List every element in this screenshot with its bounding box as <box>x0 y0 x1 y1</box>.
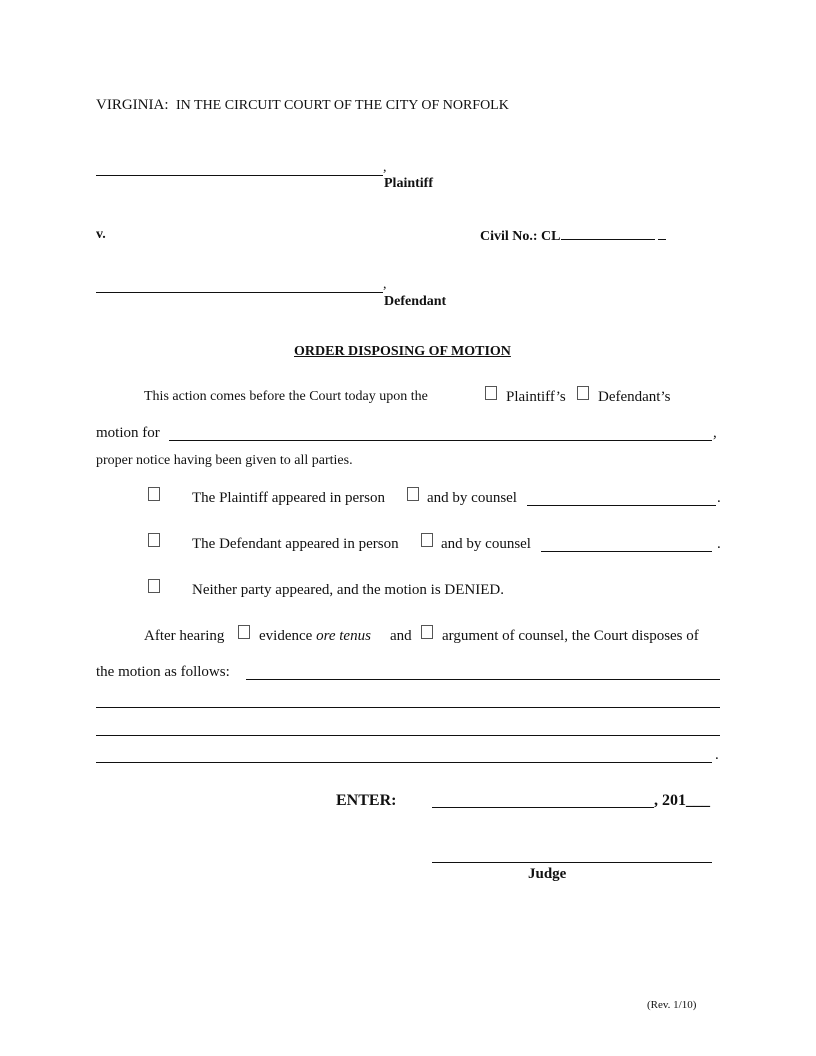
defendant-counsel-text: and by counsel <box>441 536 531 552</box>
date-line[interactable] <box>432 807 654 808</box>
court-header <box>96 97 509 114</box>
disposition-period: . <box>715 747 719 763</box>
revision-label: (Rev. 1/10) <box>647 999 697 1011</box>
civil-no-field[interactable] <box>561 227 655 240</box>
plaintiff-label: Plaintiff <box>384 176 433 191</box>
enter-label: ENTER: <box>336 792 397 809</box>
evidence-label: evidence <box>259 628 313 644</box>
evidence-checkbox[interactable] <box>238 625 250 639</box>
defendant-counsel-line[interactable] <box>541 551 712 552</box>
defendant-appeared-text: The Defendant appeared in person <box>192 536 399 552</box>
disposition-line-1[interactable] <box>246 679 720 680</box>
disposition-line-2[interactable] <box>96 707 720 708</box>
plaintiffs-label: Plaintiff’s <box>506 389 566 405</box>
civil-no-label: Civil No.: CL <box>480 229 561 244</box>
plaintiff-comma: , <box>383 160 387 175</box>
civil-no <box>480 227 666 245</box>
notice-text: proper notice having been given to all parties. <box>96 453 353 468</box>
judge-label: Judge <box>528 866 567 882</box>
plaintiff-appeared-text: The Plaintiff appeared in person <box>192 490 385 506</box>
plaintiffs-motion-checkbox[interactable] <box>485 386 497 400</box>
plaintiff-counsel-period: . <box>717 490 721 506</box>
evidence-text <box>259 628 371 645</box>
defendant-label: Defendant <box>384 294 447 309</box>
defendant-appeared-checkbox[interactable] <box>148 533 160 547</box>
intro-text: This action comes before the Court today upon the <box>144 389 428 404</box>
state-label: VIRGINIA: <box>96 97 169 113</box>
plaintiff-counsel-checkbox[interactable] <box>407 487 419 501</box>
plaintiff-appeared-checkbox[interactable] <box>148 487 160 501</box>
and-label: and <box>390 628 412 644</box>
court-name: IN THE CIRCUIT COURT OF THE CITY OF NORFOLK <box>176 98 509 113</box>
defendant-counsel-checkbox[interactable] <box>421 533 433 547</box>
plaintiff-name-line[interactable] <box>96 175 383 176</box>
motion-for-line[interactable] <box>169 440 712 441</box>
defendant-counsel-period: . <box>717 536 721 552</box>
argument-checkbox[interactable] <box>421 625 433 639</box>
defendant-comma: , <box>383 277 387 292</box>
neither-party-checkbox[interactable] <box>148 579 160 593</box>
argument-text: argument of counsel, the Court disposes of <box>442 628 699 644</box>
plaintiff-counsel-line[interactable] <box>527 505 716 506</box>
neither-party-text: Neither party appeared, and the motion is DENIED. <box>192 582 504 598</box>
disposition-line-4[interactable] <box>96 762 712 763</box>
ore-tenus-label: ore tenus <box>316 628 371 644</box>
defendants-label: Defendant’s <box>598 389 671 405</box>
motion-for-comma: , <box>713 425 717 441</box>
motion-for-label: motion for <box>96 425 160 441</box>
plaintiff-counsel-text: and by counsel <box>427 490 517 506</box>
order-title: ORDER DISPOSING OF MOTION <box>294 344 511 359</box>
disposition-line-3[interactable] <box>96 735 720 736</box>
judge-signature-line[interactable] <box>432 862 712 863</box>
follows-text: the motion as follows: <box>96 664 230 680</box>
civil-no-field-suffix <box>658 227 666 240</box>
after-hearing-text: After hearing <box>144 628 225 644</box>
year-label: , 201___ <box>654 792 710 809</box>
defendants-motion-checkbox[interactable] <box>577 386 589 400</box>
versus-label: v. <box>96 227 106 242</box>
defendant-name-line[interactable] <box>96 292 383 293</box>
